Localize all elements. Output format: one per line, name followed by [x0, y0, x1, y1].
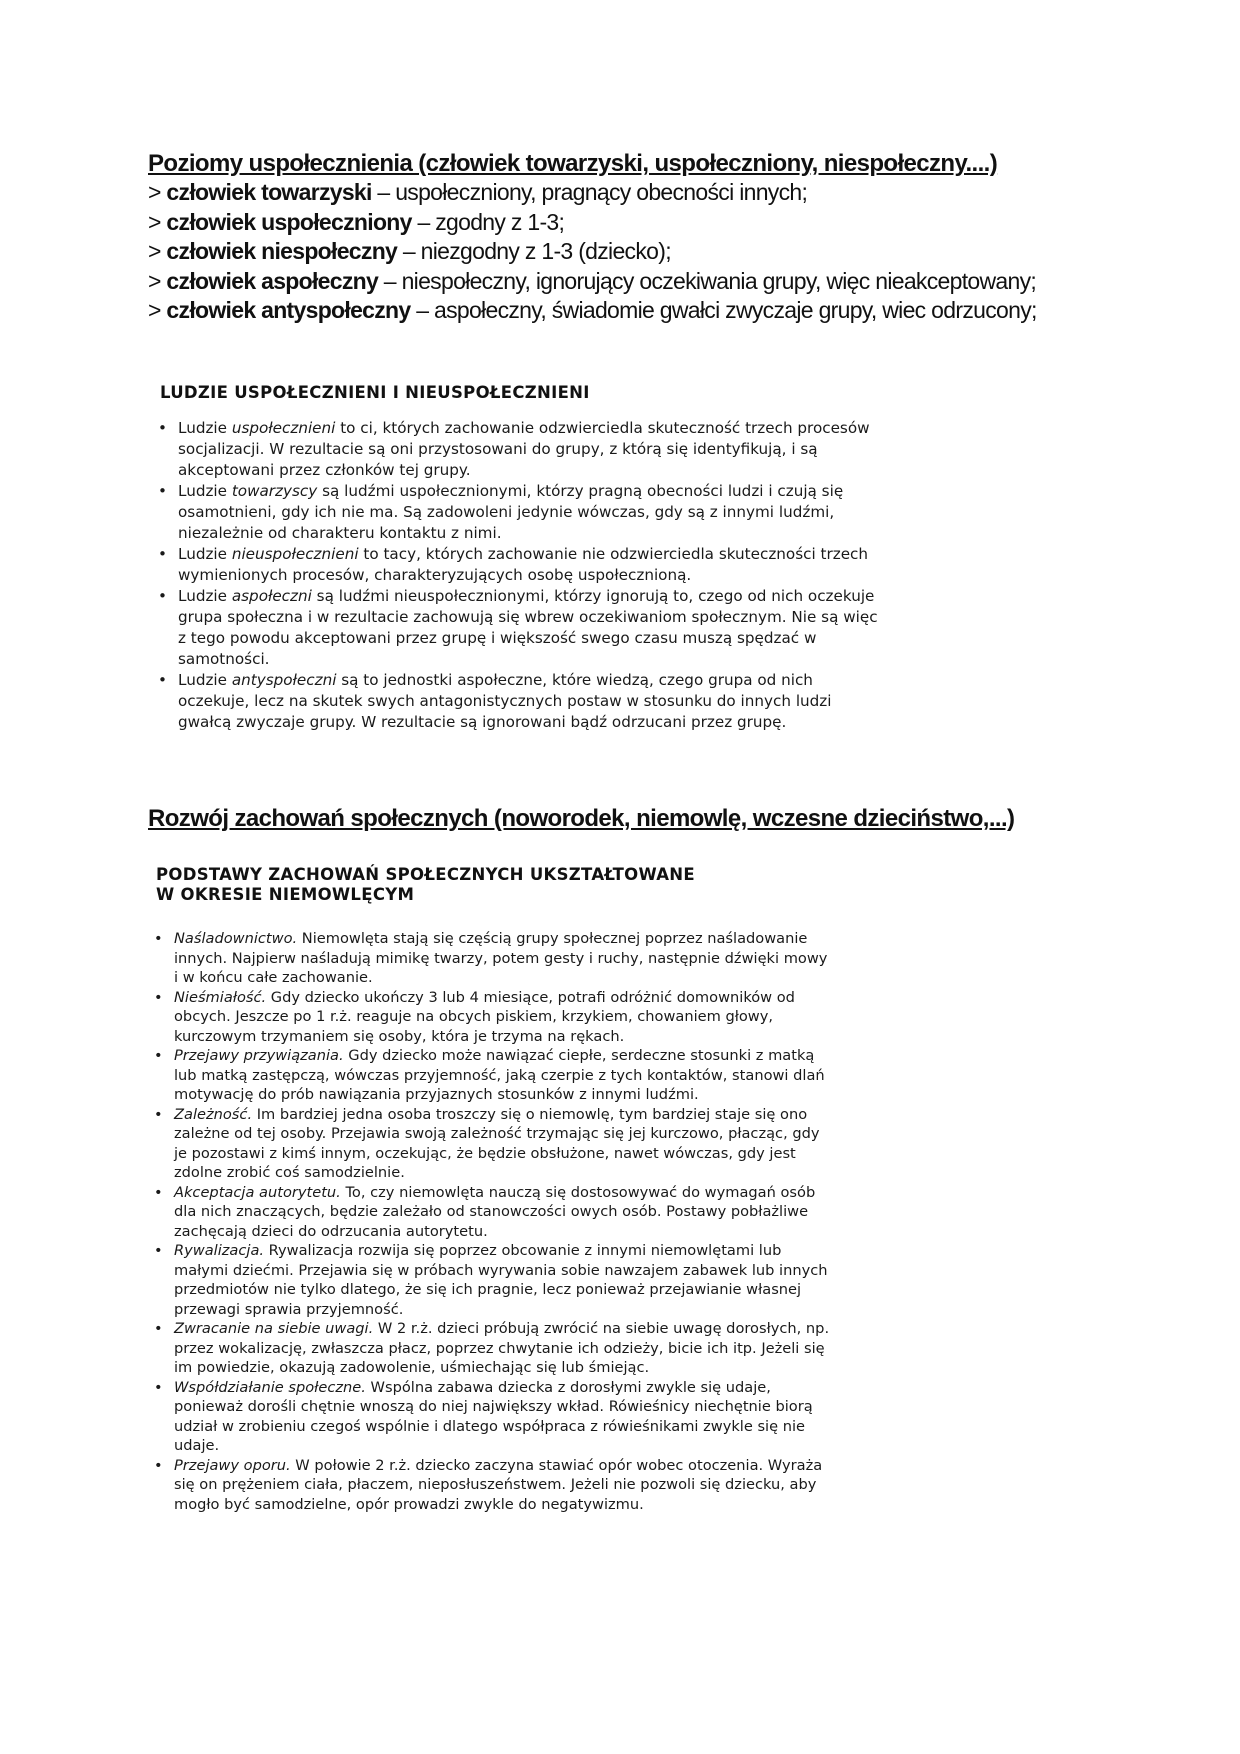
list-item	[148, 237, 1158, 267]
item-keyword: Współdziałanie społeczne.	[174, 1378, 366, 1396]
socialization-levels-list	[148, 178, 1158, 326]
list-item	[154, 481, 878, 544]
level-desc: – zgodny z 1-3;	[411, 208, 565, 235]
level-term: człowiek uspołeczniony	[166, 208, 412, 235]
list-item	[150, 1241, 832, 1319]
item-prefix: Ludzie	[178, 545, 232, 563]
item-text: to tacy, których zachowanie nie odzwierciedla skuteczności trzech wymienionych procesów, charakteryzujących osobę uspołecznioną.	[178, 545, 869, 584]
item-keyword: Naśladownictwo.	[174, 930, 298, 947]
list-item	[154, 544, 878, 586]
box-title-line: PODSTAWY ZACHOWAŃ SPOŁECZNYCH UKSZTAŁTOWANE	[156, 865, 695, 884]
arrow-prefix: >	[148, 238, 167, 264]
item-text: Im bardziej jedna osoba troszczy się o niemowlę, tym bardziej staje się ono zależne od tej osoby. Przejawia swoją zależność trzymając się jej kurczowo, płacząc, gdy je pozostawi z kimś innym, oczekując, że będzie obsłużone, nawet wówczas, gdy jest zdolne zrobić coś samodzielnie.	[174, 1105, 820, 1181]
level-term: człowiek aspołeczny	[166, 267, 379, 294]
list-item	[150, 1456, 832, 1515]
list-item	[148, 178, 1158, 208]
item-keyword: nieuspołecznieni	[231, 545, 359, 563]
list-item	[150, 929, 832, 988]
item-text: są ludźmi nieuspołecznionymi, którzy ignorują to, czego od nich oczekuje grupa społeczna i w rezultacie zachowują się wbrew oczekiwaniom społecznym. Nie są więc z tego powodu akceptowani przez grupę i większość swego czasu muszą spędzać w samotności.	[178, 587, 878, 668]
level-desc: – aspołeczny, świadomie gwałci zwyczaje grupy, wiec odrzucony;	[410, 297, 1037, 323]
level-desc: – uspołeczniony, pragnący obecności innych;	[371, 179, 808, 205]
level-term: człowiek towarzyski	[166, 179, 372, 205]
list-item	[148, 208, 1158, 238]
item-text: są ludźmi uspołecznionymi, którzy pragną obecności ludzi i czują się osamotnieni, gdy ich nie ma. Są zadowoleni jedynie wówczas, gdy są z innymi ludźmi, niezależnie od charakteru kontaktu z nimi.	[178, 482, 844, 542]
item-text: Gdy dziecko może nawiązać ciepłe, serdeczne stosunki z matką lub matką zastępczą, wówczas przyjemność, jaką czerpie z tych kontaktów, stanowi dlań motywację do prób nawiązania przyjaznych stosunków z innymi ludźmi.	[174, 1047, 825, 1103]
item-text: Rywalizacja rozwija się poprzez obcowanie z innymi niemowlętami lub małymi dziećmi. Przejawia się w próbach wyrywania sobie nawzajem zabawek lub innych przedmiotów nie tylko dlatego, że się ich pragnie, lecz ponieważ przejawianie własnej przewagi sprawia przyjemność.	[174, 1242, 828, 1318]
item-keyword: Przejawy przywiązania.	[174, 1047, 344, 1064]
item-text: Niemowlęta stają się częścią grupy społecznej poprzez naśladowanie innych. Najpierw naśladują mimikę twarzy, potem gesty i ruchy, następnie dźwięki mowy i w końcu całe zachowanie.	[174, 930, 828, 986]
item-keyword: uspołecznieni	[231, 419, 336, 437]
list-item	[154, 586, 878, 670]
infancy-behaviors-list	[150, 929, 832, 1514]
list-item	[150, 988, 832, 1047]
level-desc: – niespołeczny, ignorujący oczekiwania grupy, więc nieakceptowany;	[378, 267, 1037, 294]
item-prefix: Ludzie	[178, 419, 232, 437]
box-title-infancy-foundations	[156, 865, 796, 905]
section-heading-development: Rozwój zachowań społecznych (noworodek, niemowlę, wczesne dzieciństwo,...)	[148, 805, 1015, 832]
item-keyword: Akceptacja autorytetu.	[174, 1183, 341, 1201]
item-text: to ci, których zachowanie odzwierciedla skuteczność trzech procesów socjalizacji. W rezultacie są oni przystosowani do grupy, z którą się identyfikują, i są akceptowani przez członków tej grupy.	[178, 419, 870, 479]
list-item	[148, 296, 1158, 326]
list-item	[150, 1183, 832, 1242]
item-text: W 2 r.ż. dzieci próbują zwrócić na siebie uwagę dorosłych, np. przez wokalizację, zwłaszcza płacz, poprzez chwytanie ich odzieży, bicie ich itp. Jeżeli się im powiedzie, okazują zadowolenie, uśmiechając się lub śmiejąc.	[174, 1320, 830, 1376]
arrow-prefix: >	[148, 208, 167, 235]
list-item	[150, 1105, 832, 1183]
list-item	[150, 1378, 832, 1456]
item-text: Wspólna zabawa dziecka z dorosłymi zwykle się udaje, ponieważ dorośli chętnie wnoszą do niej największy wkład. Rówieśnicy niechętnie biorą udział w zrobieniu czegoś wspólnie i dlatego współpraca z rówieśnikami zwykle się nie udaje.	[174, 1378, 813, 1454]
level-term: człowiek antyspołeczny	[166, 297, 411, 323]
item-keyword: Rywalizacja.	[174, 1242, 265, 1259]
item-keyword: aspołeczni	[231, 587, 312, 605]
level-desc: – niezgodny z 1-3 (dziecko);	[397, 238, 671, 264]
item-keyword: towarzyscy	[231, 482, 318, 500]
item-keyword: Przejawy oporu.	[174, 1456, 291, 1474]
list-item	[154, 670, 878, 733]
item-keyword: Nieśmiałość.	[174, 988, 267, 1006]
arrow-prefix: >	[148, 267, 167, 294]
item-prefix: Ludzie	[178, 671, 232, 689]
socialized-people-list	[154, 418, 878, 733]
box-title-line: W OKRESIE NIEMOWLĘCYM	[156, 885, 415, 904]
item-prefix: Ludzie	[178, 587, 232, 605]
list-item	[150, 1319, 832, 1378]
item-text: W połowie 2 r.ż. dziecko zaczyna stawiać opór wobec otoczenia. Wyraża się on prężeniem ciała, płaczem, nieposłuszeństwem. Jeżeli nie pozwoli się dziecku, aby mogło być samodzielne, opór prowadzi zwykle do negatywizmu.	[174, 1456, 823, 1513]
item-text: To, czy niemowlęta nauczą się dostosowywać do wymagań osób dla nich znaczących, będzie zależało od stanowczości owych osób. Postawy pobłażliwe zachęcają dzieci do odrzucania autorytetu.	[174, 1183, 816, 1240]
arrow-prefix: >	[148, 179, 167, 205]
list-item	[148, 267, 1158, 297]
arrow-prefix: >	[148, 297, 167, 323]
item-text: Gdy dziecko ukończy 3 lub 4 miesiące, potrafi odróżnić domowników od obcych. Jeszcze po 1 r.ż. reaguje na obcych piskiem, krzykiem, chowaniem głowy, kurczowym trzymaniem się osoby, która je trzyma na rękach.	[174, 988, 795, 1045]
item-text: są to jednostki aspołeczne, które wiedzą, czego grupa od nich oczekuje, lecz na skutek swych antagonistycznych postaw w stosunku do innych ludzi gwałcą zwyczaje grupy. W rezultacie są ignorowani bądź odrzucani przez grupę.	[178, 671, 832, 731]
list-item	[150, 1046, 832, 1105]
list-item	[154, 418, 878, 481]
section-heading-levels: Poziomy uspołecznienia (człowiek towarzyski, uspołeczniony, niespołeczny....)	[148, 150, 998, 177]
level-term: człowiek niespołeczny	[166, 238, 398, 264]
item-keyword: Zwracanie na siebie uwagi.	[174, 1320, 374, 1337]
item-keyword: Zależność.	[174, 1105, 253, 1123]
box-title-socialized-people: LUDZIE USPOŁECZNIENI I NIEUSPOŁECZNIENI	[160, 383, 590, 402]
item-keyword: antyspołeczni	[231, 671, 337, 689]
item-prefix: Ludzie	[178, 482, 232, 500]
